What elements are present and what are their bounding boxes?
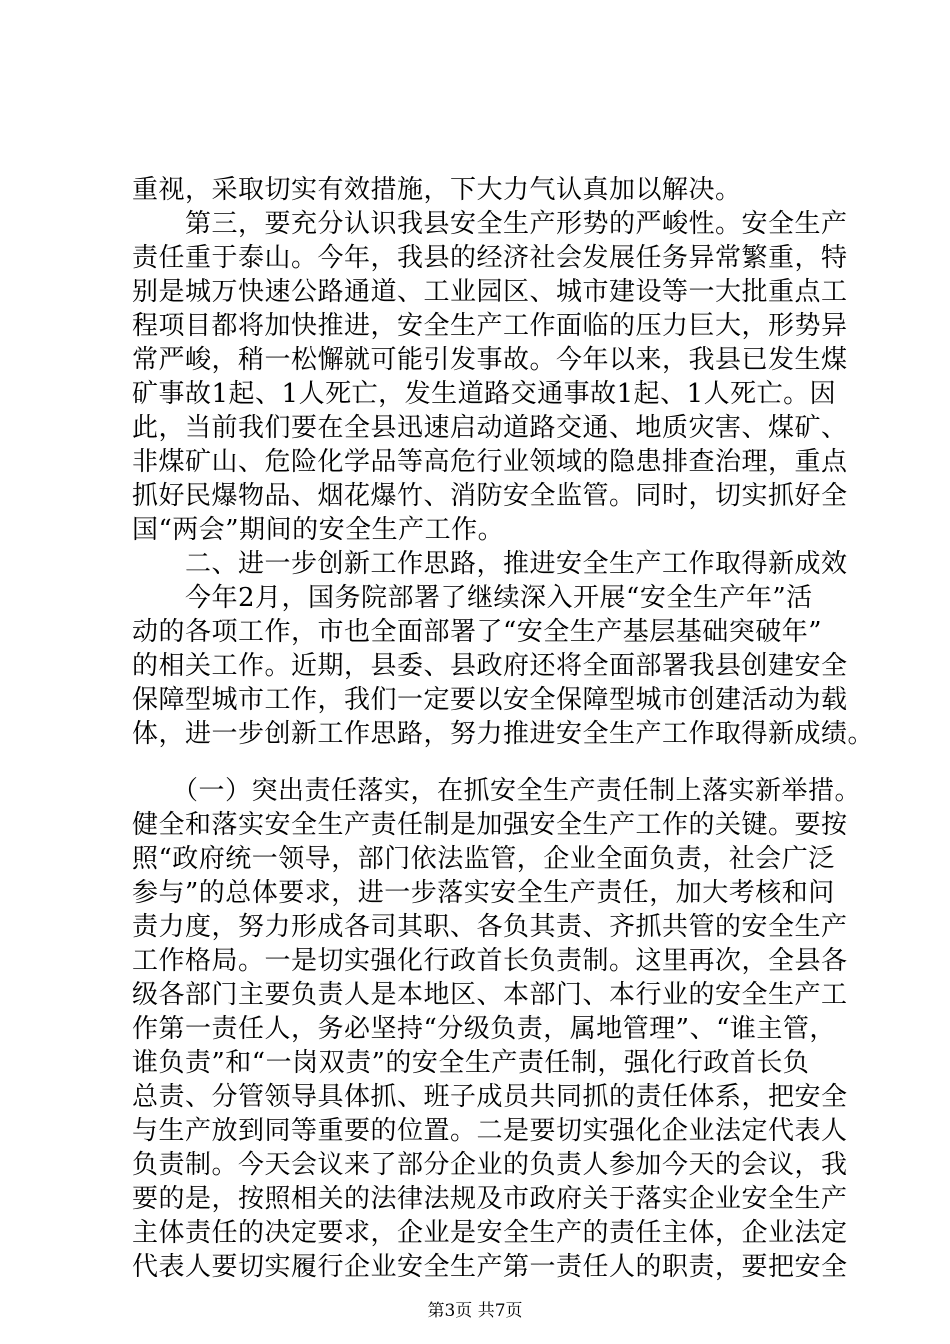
text-line: 作第一责任人，务必坚持“分级负责，属地管理”、“谁主管， <box>132 1014 836 1044</box>
text-line: 责力度，努力形成各司其职、各负其责、齐抓共管的安全生产 <box>132 912 848 942</box>
text-line: 程项目都将加快推进，安全生产工作面临的压力巨大，形势异 <box>132 311 848 341</box>
text-line: 与生产放到同等重要的位置。二是要切实强化企业法定代表人 <box>132 1116 848 1146</box>
text-line: 别是城万快速公路通道、工业园区、城市建设等一大批重点工 <box>132 277 848 307</box>
text-line: 矿事故1起、1人死亡，发生道路交通事故1起、1人死亡。因 <box>132 379 837 409</box>
text-line: 工作格局。一是切实强化行政首长负责制。这里再次，全县各 <box>132 946 848 976</box>
text-line: 代表人要切实履行企业安全生产第一责任人的职责，要把安全 <box>132 1252 848 1282</box>
text-line: 主体责任的决定要求，企业是安全生产的责任主体，企业法定 <box>132 1218 848 1248</box>
text-line: 常严峻，稍一松懈就可能引发事故。今年以来，我县已发生煤 <box>132 345 848 375</box>
text-line: 此，当前我们要在全县迅速启动道路交通、地质灾害、煤矿、 <box>132 413 848 443</box>
text-line: 的相关工作。近期，县委、县政府还将全面部署我县创建安全 <box>132 651 848 681</box>
text-line: 第三，要充分认识我县安全生产形势的严峻性。安全生产 <box>132 209 848 239</box>
text-line: 今年2月，国务院部署了继续深入开展“安全生产年”活 <box>132 583 813 613</box>
text-line: 抓好民爆物品、烟花爆竹、消防安全监管。同时，切实抓好全 <box>132 481 848 511</box>
text-line: 重视，采取切实有效措施，下大力气认真加以解决。 <box>132 175 742 205</box>
text-line: 要的是，按照相关的法律法规及市政府关于落实企业安全生产 <box>132 1184 848 1214</box>
text-line: 非煤矿山、危险化学品等高危行业领域的隐患排查治理，重点 <box>132 447 848 477</box>
text-line: 总责、分管领导具体抓、班子成员共同抓的责任体系，把安全 <box>132 1082 848 1112</box>
page-number: 第3页 共7页 <box>427 1301 523 1321</box>
text-line: 谁负责”和“一岗双责”的安全生产责任制，强化行政首长负 <box>132 1048 810 1078</box>
text-line: 国“两会”期间的安全生产工作。 <box>132 515 505 545</box>
text-line: 健全和落实安全生产责任制是加强安全生产工作的关键。要按 <box>132 810 848 840</box>
text-line: 动的各项工作，市也全面部署了“安全生产基层基础突破年” <box>132 617 823 647</box>
text-line: 体，进一步创新工作思路，努力推进安全生产工作取得新成绩。 <box>132 719 875 749</box>
text-line: 保障型城市工作，我们一定要以安全保障型城市创建活动为载 <box>132 685 848 715</box>
text-line: 负责制。今天会议来了部分企业的负责人参加今天的会议，我 <box>132 1150 848 1180</box>
text-line: 参与”的总体要求，进一步落实安全生产责任，加大考核和问 <box>132 878 835 908</box>
text-line: 照“政府统一领导，部门依法监管，企业全面负责，社会广泛 <box>132 844 835 874</box>
text-line: 级各部门主要负责人是本地区、本部门、本行业的安全生产工 <box>132 980 848 1010</box>
section-heading: 二、进一步创新工作思路，推进安全生产工作取得新成效 <box>132 549 848 579</box>
subsection-heading: （一）突出责任落实，在抓安全生产责任制上落实新举措。 <box>132 776 862 806</box>
text-line: 责任重于泰山。今年，我县的经济社会发展任务异常繁重，特 <box>132 243 848 273</box>
